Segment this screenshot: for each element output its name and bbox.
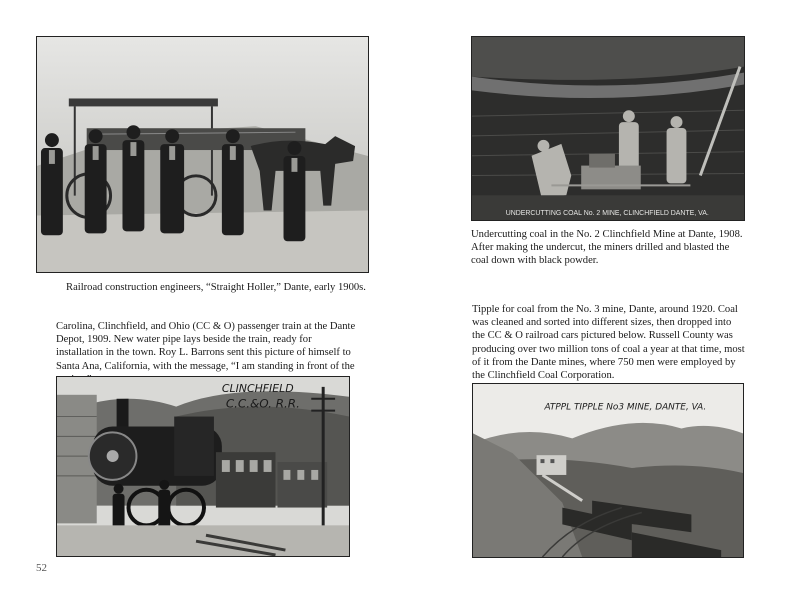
tipple-image xyxy=(473,384,743,557)
train-inscription-line1: CLINCHFIELD xyxy=(221,381,294,395)
train-image xyxy=(57,377,349,556)
photo-tipple xyxy=(472,383,744,558)
caption-railroad-engineers: Railroad construction engineers, “Straight Holler,” Dante, early 1900s. xyxy=(66,282,366,293)
tipple-inscription: ATPPL TIPPLE No3 MINE, DANTE, VA. xyxy=(544,402,707,413)
caption-passenger-train: Carolina, Clinchfield, and Ohio (CC & O) passenger train at the Dante Depot, 1909. New water pipe lays beside the train, ready for installation in the town. Roy L. Barrons sent this picture of himself to Santa Ana, California, with the message, “I am standing in front of the xyxy=(56,321,356,372)
photo-railroad-engineers xyxy=(36,36,369,273)
caption-undercutting-coal: Undercutting coal in the No. 2 Clinchfield Mine at Dante, 1908. After making the undercut, the miners drilled and blasted the coal down with black powder. xyxy=(471,229,743,267)
photo-undercutting-coal xyxy=(471,36,745,221)
train-inscription-line2: C.C.&O. R.R. xyxy=(225,396,300,411)
caption-tipple: Tipple for coal from the No. 3 mine, Dante, around 1920. Coal was cleaned and sorted into different sizes, then dropped into the CC & O railroad cars pictured below. Russell County was producing over two million tons of coal a year at that time, most of it from the Dante mines, where 750 men were employed by the Clinchfield Coal Corporation. xyxy=(472,304,745,382)
mine-image xyxy=(472,37,744,220)
photo-passenger-train xyxy=(56,376,350,557)
mine-inscription: UNDERCUTTING COAL No. 2 MINE, CLINCHFIELD DANTE, VA. xyxy=(505,210,709,218)
page-number: 52 xyxy=(36,562,47,574)
engineers-image xyxy=(37,37,368,272)
